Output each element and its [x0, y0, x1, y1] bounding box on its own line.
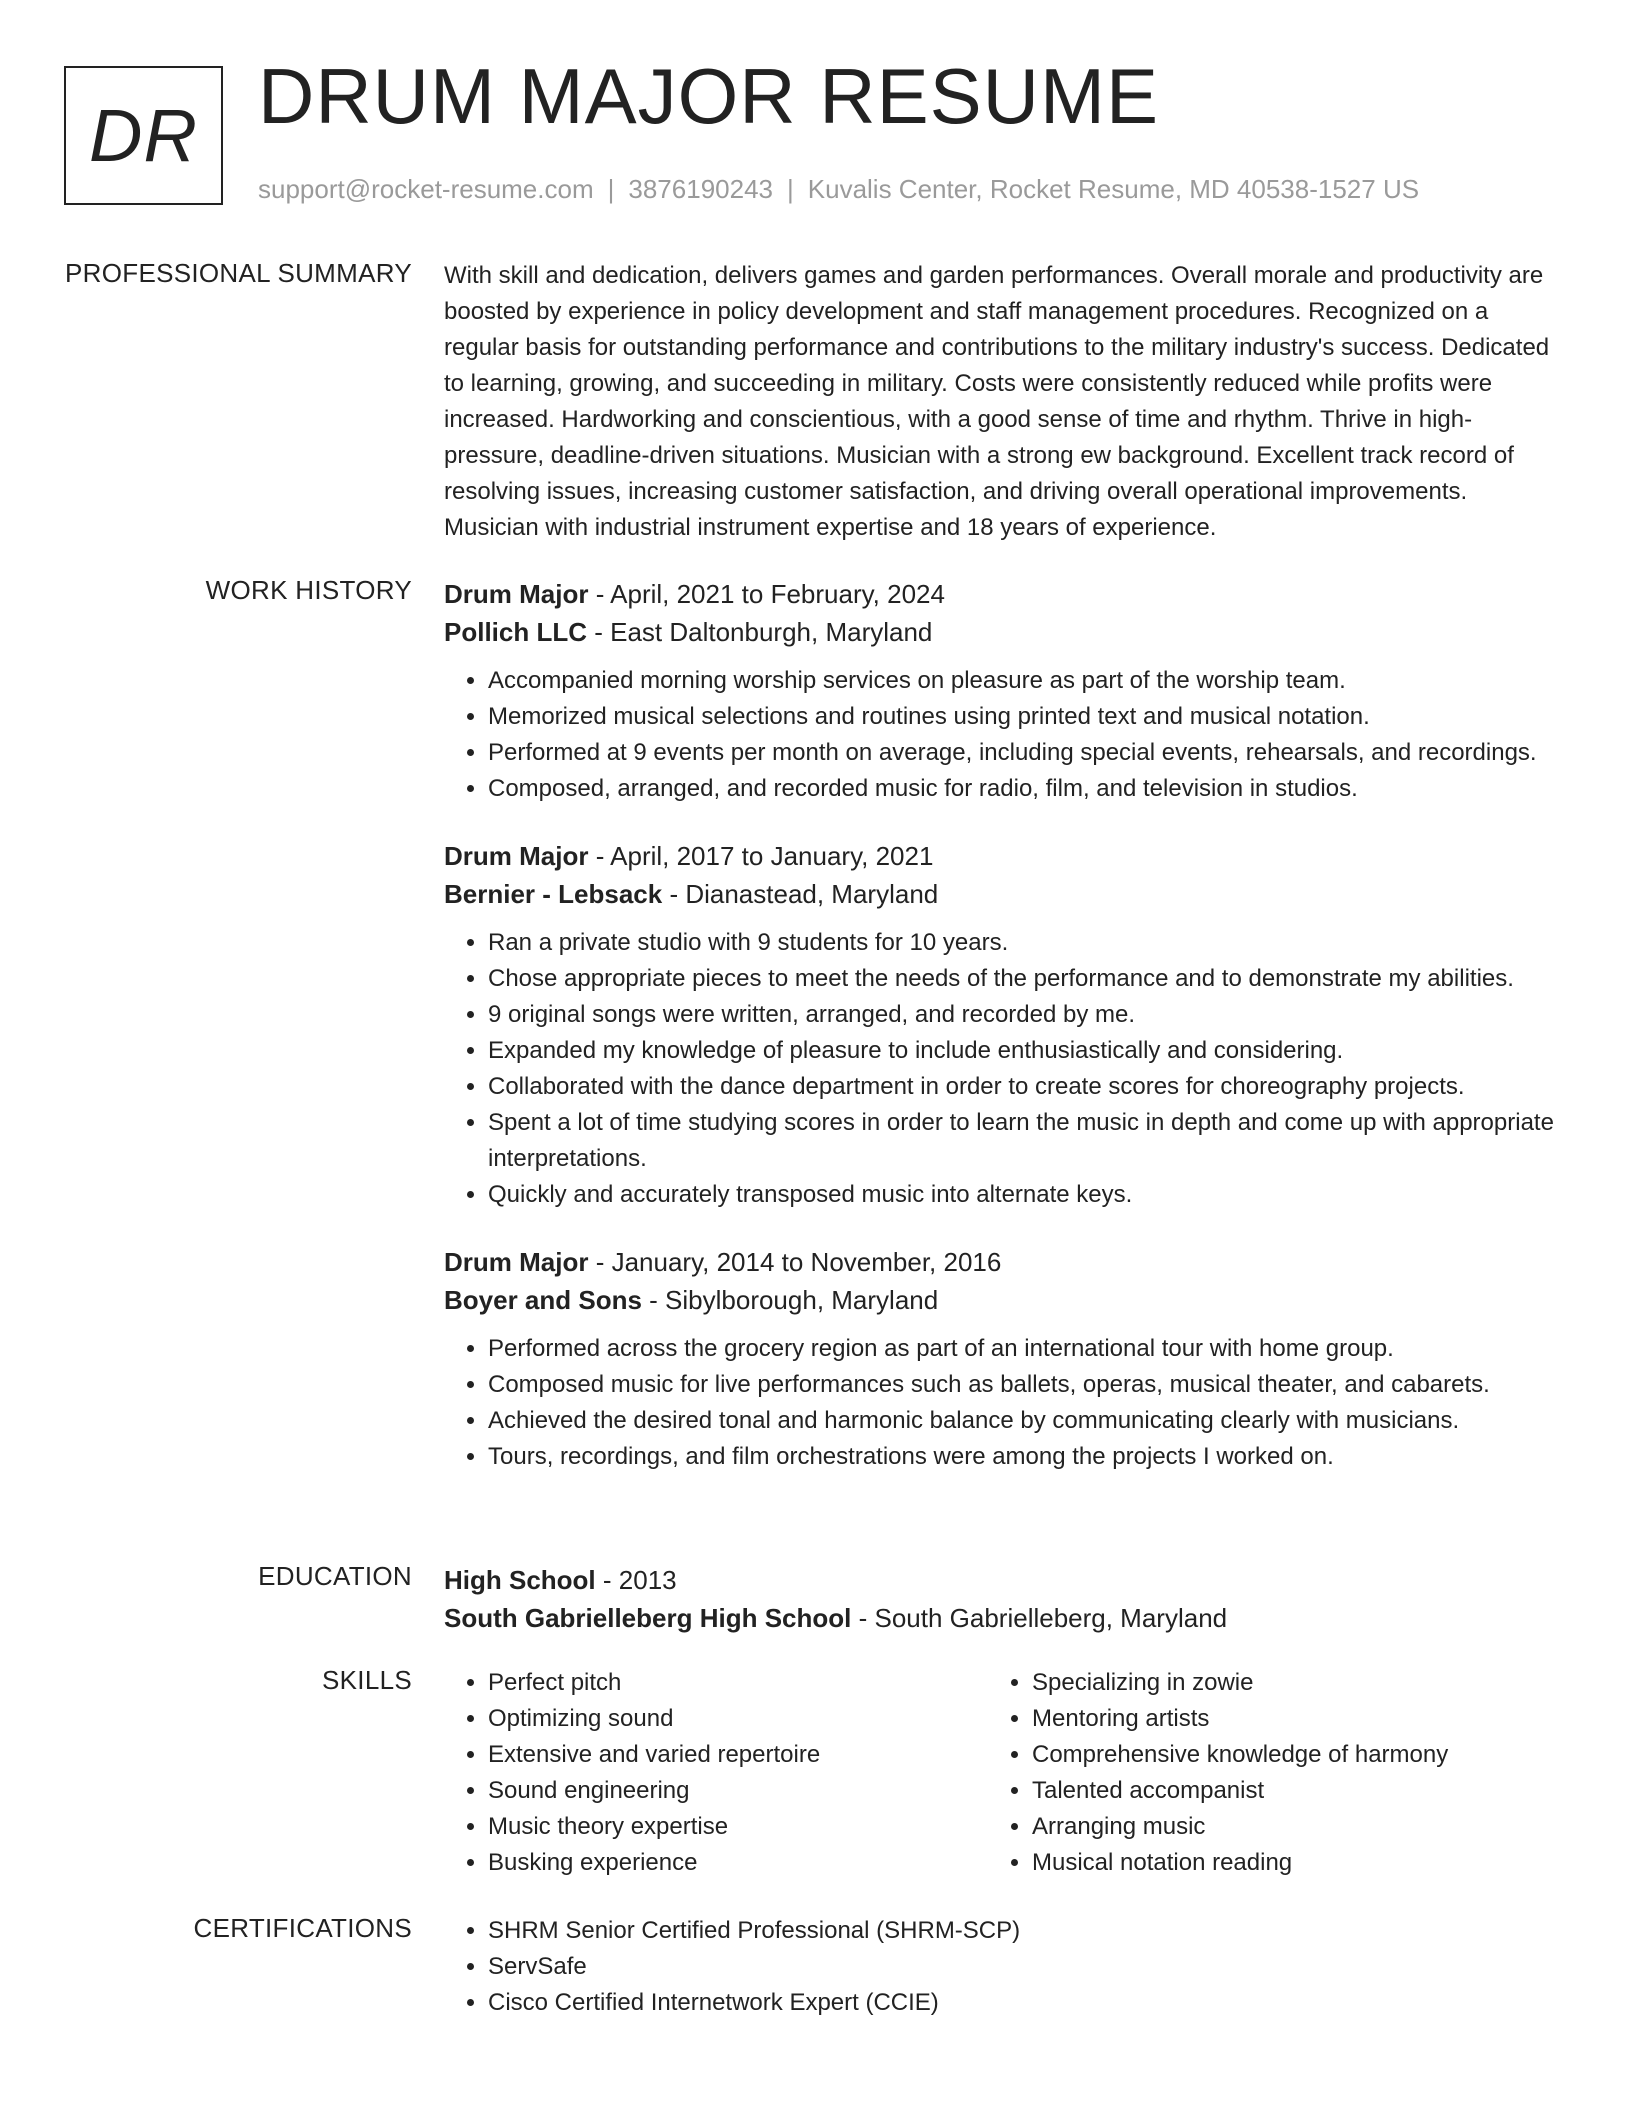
education-year: - 2013 [595, 1565, 677, 1595]
job-bullet: • 9 original songs were written, arranged, and recorded by me. [488, 997, 1564, 1033]
job-company-line [444, 875, 1564, 913]
education-school-line [444, 1599, 1564, 1637]
job-entry [444, 575, 1564, 807]
skill-item: • Comprehensive knowledge of harmony [1032, 1737, 1532, 1773]
initials-monogram [64, 66, 223, 205]
job-bullet: • Spent a lot of time studying scores in order to learn the music in depth and come up with appropriate interpretations. [488, 1105, 1564, 1177]
summary-text: With skill and dedication, delivers games and garden performances. Overall morale and productivity are boosted by experience in policy development and staff management procedures. Recognized on a regular basis for outstanding performance and contributions to the military industry's success. Dedicated to learning, growing, and succeeding in military. Costs were consistently reduced while profits were increased. Hardworking and conscientious, with a good sense of time and rhythm. Thrive in high-pressure, deadline-driven situations. Musician with a strong ew background. Excellent track record of resolving issues, increasing customer satisfaction, and driving overall operational improvements. Musician with industrial instrument expertise and 18 years of experience. [444, 262, 1550, 541]
job-bullet: • Memorized musical selections and routines using printed text and musical notation. [488, 699, 1564, 735]
resume-title: DRUM MAJOR RESUME [258, 52, 1160, 140]
contact-separator: | [607, 174, 615, 204]
job-company-line [444, 613, 1564, 651]
contact-line [258, 174, 1419, 205]
job-bullet: • Achieved the desired tonal and harmonic balance by communicating clearly with musicians. [488, 1403, 1564, 1439]
job-bullet: • Collaborated with the dance department in order to create scores for choreography projects. [488, 1069, 1564, 1105]
job-bullet: • Ran a private studio with 9 students for 10 years. [488, 925, 1564, 961]
certification-item: • ServSafe [488, 1949, 1564, 1985]
job-dates: - January, 2014 to November, 2016 [588, 1247, 1002, 1277]
job-location: - Dianastead, Maryland [662, 879, 939, 909]
skill-item: • Specializing in zowie [1032, 1665, 1532, 1701]
skill-item: • Extensive and varied repertoire [488, 1737, 988, 1773]
job-entry [444, 837, 1564, 1213]
job-company: Boyer and Sons [444, 1285, 642, 1315]
skills-grid [444, 1665, 1564, 1881]
skills-column-right [988, 1665, 1532, 1881]
job-entry [444, 1243, 1564, 1475]
section-heading-skills: SKILLS [322, 1665, 412, 1695]
education-degree: High School [444, 1565, 596, 1595]
section-heading-summary: PROFESSIONAL SUMMARY [65, 258, 412, 288]
skill-item: • Arranging music [1032, 1809, 1532, 1845]
education-school: South Gabrielleberg High School [444, 1603, 852, 1633]
skill-item: • Talented accompanist [1032, 1773, 1532, 1809]
job-company: Bernier - Lebsack [444, 879, 663, 909]
section-heading-certifications: CERTIFICATIONS [193, 1913, 412, 1943]
job-bullet: • Quickly and accurately transposed music into alternate keys. [488, 1177, 1564, 1213]
job-dates: - April, 2017 to January, 2021 [588, 841, 934, 871]
certification-list [444, 1913, 1564, 2021]
job-location: - East Daltonburgh, Maryland [587, 617, 933, 647]
contact-separator: | [787, 174, 794, 204]
skill-item: • Optimizing sound [488, 1701, 988, 1737]
job-bullet: • Composed, arranged, and recorded music for radio, film, and television in studios. [488, 771, 1564, 807]
job-bullet: • Chose appropriate pieces to meet the needs of the performance and to demonstrate my abilities. [488, 961, 1564, 997]
job-dates: - April, 2021 to February, 2024 [588, 579, 945, 609]
skill-item: • Music theory expertise [488, 1809, 988, 1845]
skill-item: • Sound engineering [488, 1773, 988, 1809]
job-bullets [444, 925, 1564, 1213]
contact-phone[interactable]: 3876190243 [628, 174, 773, 204]
job-company-line [444, 1281, 1564, 1319]
section-heading-education: EDUCATION [258, 1561, 412, 1591]
initials-text: DR [89, 94, 198, 177]
job-bullet: • Performed across the grocery region as part of an international tour with home group. [488, 1331, 1564, 1367]
skill-item: • Perfect pitch [488, 1665, 988, 1701]
job-company: Pollich LLC [444, 617, 587, 647]
job-location: - Sibylborough, Maryland [641, 1285, 939, 1315]
job-bullet: • Expanded my knowledge of pleasure to include enthusiastically and considering. [488, 1033, 1564, 1069]
education-location: - South Gabrielleberg, Maryland [851, 1603, 1228, 1633]
skills-column-left [444, 1665, 988, 1881]
job-title: Drum Major [444, 841, 589, 871]
skill-item: • Mentoring artists [1032, 1701, 1532, 1737]
certification-item: • SHRM Senior Certified Professional (SHRM-SCP) [488, 1913, 1564, 1949]
job-bullets [444, 663, 1564, 807]
job-title-line [444, 837, 1564, 875]
education-degree-line [444, 1561, 1564, 1599]
skill-item: • Busking experience [488, 1845, 988, 1881]
job-bullet: • Performed at 9 events per month on average, including special events, rehearsals, and recordings. [488, 735, 1564, 771]
contact-address: Kuvalis Center, Rocket Resume, MD 40538-1527 US [807, 174, 1420, 204]
job-title-line [444, 1243, 1564, 1281]
skill-item: • Musical notation reading [1032, 1845, 1532, 1881]
job-bullet: • Tours, recordings, and film orchestrations were among the projects I worked on. [488, 1439, 1564, 1475]
job-bullet: • Accompanied morning worship services on pleasure as part of the worship team. [488, 663, 1564, 699]
job-title-line [444, 575, 1564, 613]
job-list [444, 575, 1564, 1505]
job-bullet: • Composed music for live performances such as ballets, operas, musical theater, and cabarets. [488, 1367, 1564, 1403]
job-title: Drum Major [444, 1247, 589, 1277]
section-heading-work-history: WORK HISTORY [205, 575, 412, 605]
job-title: Drum Major [444, 579, 589, 609]
certification-item: • Cisco Certified Internetwork Expert (CCIE) [488, 1985, 1564, 2021]
contact-email[interactable]: support@rocket-resume.com [258, 174, 594, 204]
job-bullets [444, 1331, 1564, 1475]
